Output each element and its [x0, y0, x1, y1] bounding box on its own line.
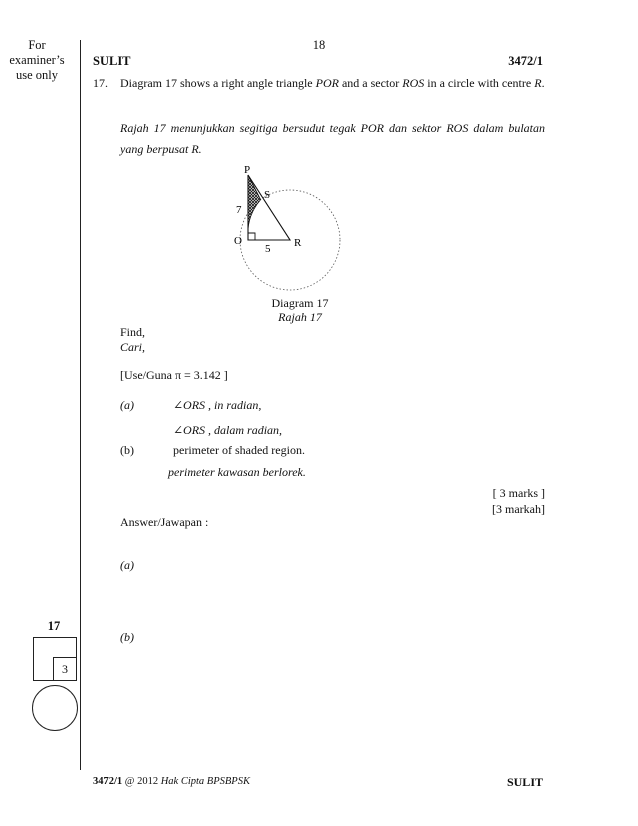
page-number: 18: [312, 38, 326, 52]
marks-en: [ 3 marks ]: [492, 486, 545, 500]
use-pi: [Use/Guna π = 3.142 ]: [120, 368, 228, 382]
question-en-content: Diagram 17 shows a right angle triangle POR and a sector ROS in a circle with centre R.: [120, 76, 545, 90]
margin-divider: [80, 40, 81, 770]
question-text-ms: Rajah 17 menunjukkan segitiga bersudut tegak POR dan sektor ROS dalam bulatan yang berpusat R.: [120, 121, 545, 156]
footer-sulit: SULIT: [506, 775, 543, 789]
find-en: Find,: [120, 325, 146, 339]
examiner-line-3: use only: [15, 68, 58, 82]
examiner-line-1: For: [28, 38, 46, 52]
examiner-line-2: examiner’s: [9, 53, 65, 67]
label-o: O: [234, 235, 242, 247]
question-number: 17.: [93, 76, 108, 90]
footer-code: 3472/1: [93, 776, 123, 787]
part-a-ms: ∠ORS , dalam radian,: [173, 423, 283, 437]
margin-question-number: 17: [47, 619, 61, 633]
answer-b-label: (b): [120, 630, 134, 644]
answer-label: Answer/Jawapan :: [120, 515, 209, 529]
footer-copyright: [93, 776, 250, 787]
part-b-ms: perimeter kawasan berlorek.: [168, 465, 306, 479]
question-text-en: [120, 73, 545, 94]
diagram-17: [220, 160, 360, 295]
diagram-caption-en: Diagram 17: [271, 296, 329, 310]
diagram-caption-ms: Rajah 17: [278, 310, 322, 324]
label-side-po: 7: [236, 204, 242, 216]
part-b-en: perimeter of shaded region.: [173, 443, 305, 457]
examiner-label: [4, 38, 70, 83]
header-code: 3472/1: [508, 54, 543, 68]
part-b-label: (b): [120, 443, 134, 457]
right-angle-marker: [248, 233, 255, 240]
label-r: R: [294, 237, 302, 249]
part-a-label: (a): [120, 398, 134, 412]
label-s: S: [264, 189, 271, 201]
header-sulit: SULIT: [93, 54, 131, 68]
marks-box-inner: 3: [53, 657, 77, 681]
marks-ms: [3 markah]: [492, 502, 545, 516]
label-side-or: 5: [265, 243, 271, 255]
find-ms: Cari,: [120, 340, 146, 354]
answer-a-label: (a): [120, 558, 134, 572]
score-circle[interactable]: [32, 685, 78, 731]
part-a-en: ∠ORS , in radian,: [173, 398, 262, 412]
label-p: P: [244, 164, 251, 176]
footer-copyright-text: @ 2012 Hak Cipta BPSBPSK: [124, 776, 250, 787]
